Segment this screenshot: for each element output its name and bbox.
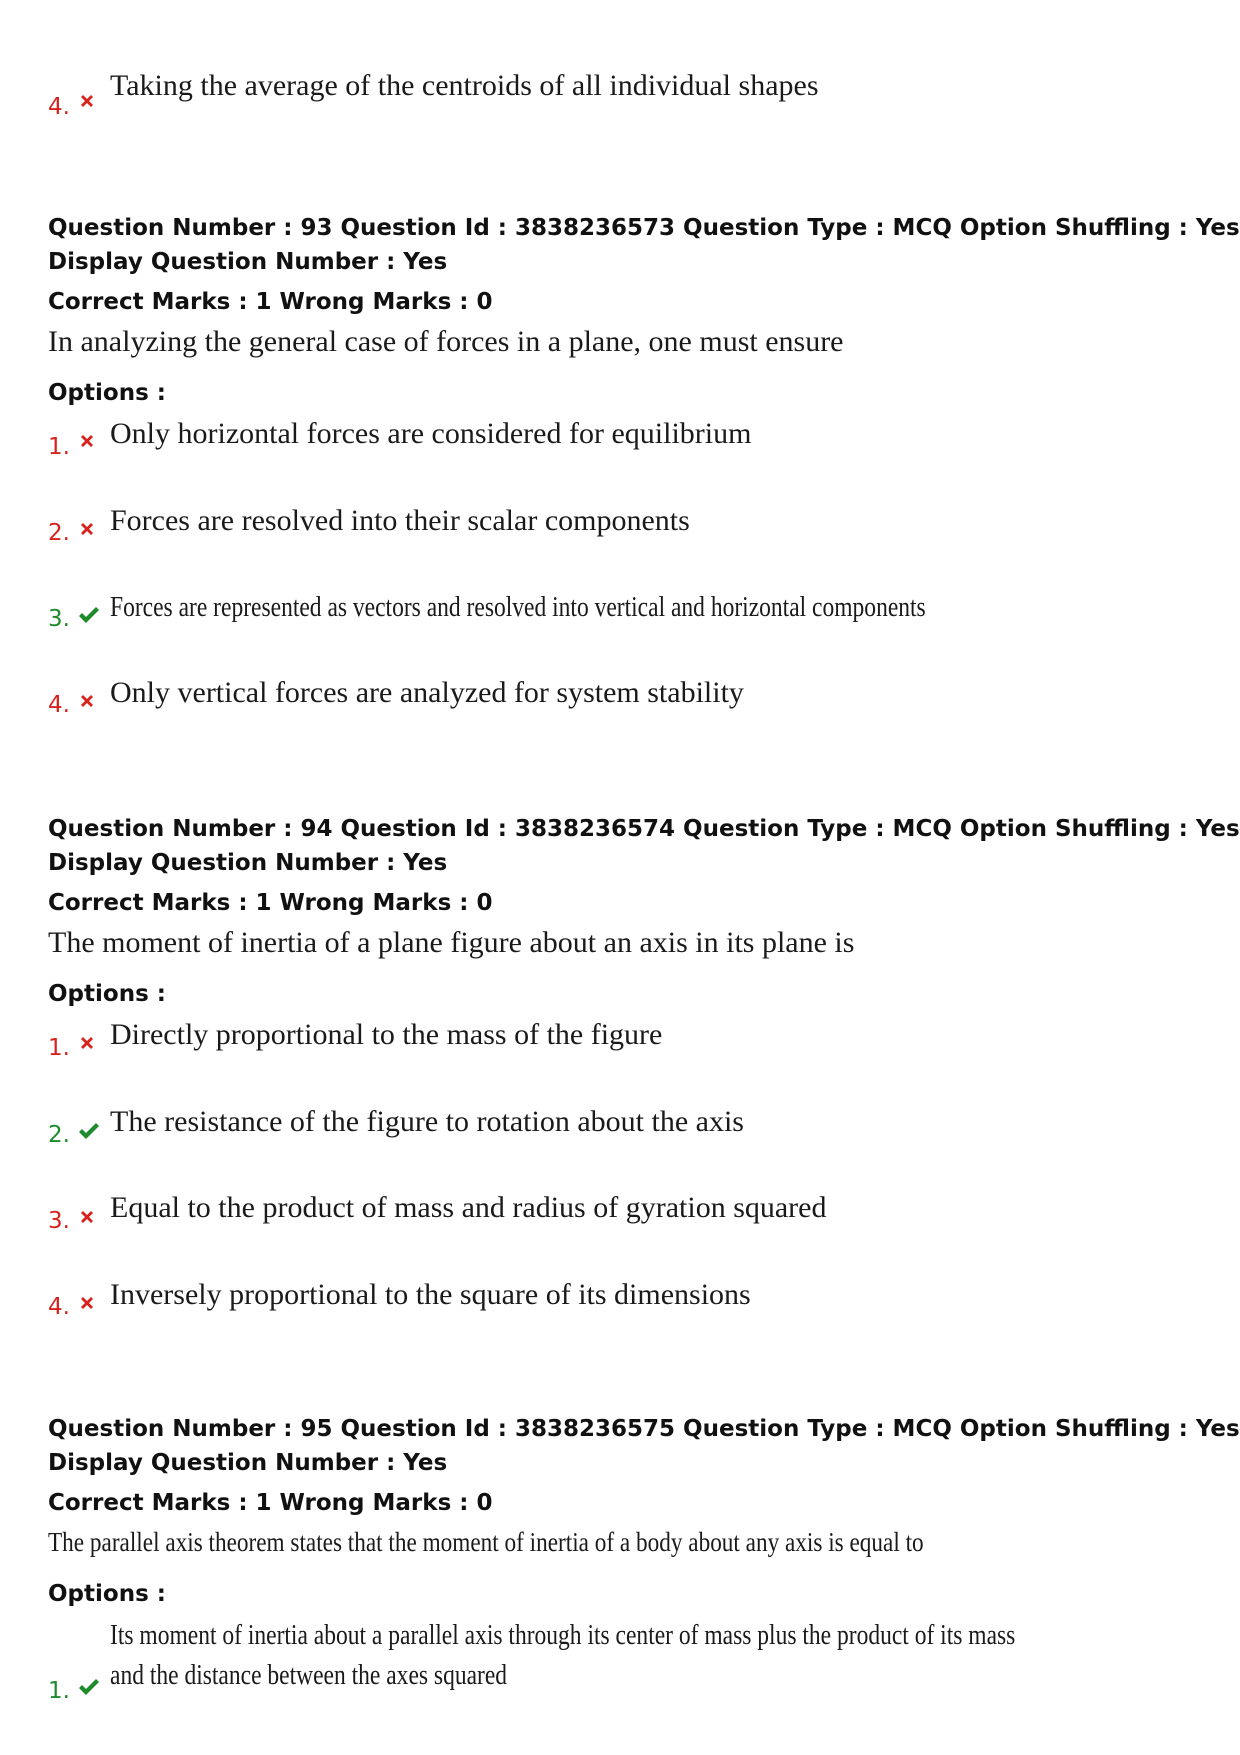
cross-icon (78, 1208, 96, 1226)
cross-icon (78, 1034, 96, 1052)
option-number: 3. (48, 1208, 70, 1234)
option-text: Only horizontal forces are considered for equilibrium (110, 417, 752, 450)
option-text-line2: and the distance between the axes squared (110, 1660, 508, 1691)
option-number: 4. (48, 1294, 70, 1320)
option-text: Equal to the product of mass and radius of gyration squared (110, 1191, 827, 1224)
marks-info: Correct Marks : 1 Wrong Marks : 0 (48, 890, 493, 916)
options-label: Options : (48, 981, 166, 1007)
marks-info: Correct Marks : 1 Wrong Marks : 0 (48, 289, 493, 315)
option-text-line1: Its moment of inertia about a parallel axis through its center of mass plus the product of its mass (110, 1620, 1016, 1651)
display-question-number: Display Question Number : Yes (48, 1450, 448, 1476)
question-header: Question Number : 93 Question Id : 3838236573 Question Type : MCQ Option Shuffling : Yes (48, 215, 1240, 241)
option-number: 1. (48, 1678, 70, 1704)
question-stem: In analyzing the general case of forces in a plane, one must ensure (48, 325, 844, 358)
check-icon (78, 1678, 100, 1696)
options-label: Options : (48, 380, 166, 406)
display-question-number: Display Question Number : Yes (48, 850, 448, 876)
marks-info: Correct Marks : 1 Wrong Marks : 0 (48, 1490, 493, 1516)
question-header: Question Number : 94 Question Id : 3838236574 Question Type : MCQ Option Shuffling : Yes (48, 816, 1240, 842)
option-text: The resistance of the figure to rotation about the axis (110, 1105, 744, 1138)
cross-icon (78, 92, 96, 110)
option-text: Forces are resolved into their scalar components (110, 504, 690, 537)
check-icon (78, 1122, 100, 1140)
options-label: Options : (48, 1581, 166, 1607)
option-number: 2. (48, 520, 70, 546)
option-text: Inversely proportional to the square of its dimensions (110, 1278, 751, 1311)
option-text: Forces are represented as vectors and resolved into vertical and horizontal components (110, 592, 926, 623)
option-number: 4. (48, 94, 70, 120)
cross-icon (78, 432, 96, 450)
option-text: Directly proportional to the mass of the figure (110, 1018, 663, 1051)
option-text: Taking the average of the centroids of all individual shapes (110, 69, 819, 102)
question-stem: The parallel axis theorem states that the moment of inertia of a body about any axis is equal to (48, 1527, 924, 1557)
option-number: 2. (48, 1122, 70, 1148)
question-header: Question Number : 95 Question Id : 3838236575 Question Type : MCQ Option Shuffling : Yes (48, 1416, 1240, 1442)
option-number: 4. (48, 692, 70, 718)
display-question-number: Display Question Number : Yes (48, 249, 448, 275)
option-number: 1. (48, 1035, 70, 1061)
question-stem: The moment of inertia of a plane figure about an axis in its plane is (48, 926, 855, 959)
option-text: Only vertical forces are analyzed for system stability (110, 676, 744, 709)
cross-icon (78, 692, 96, 710)
cross-icon (78, 1294, 96, 1312)
option-number: 1. (48, 434, 70, 460)
option-number: 3. (48, 606, 70, 632)
cross-icon (78, 520, 96, 538)
check-icon (78, 606, 100, 624)
